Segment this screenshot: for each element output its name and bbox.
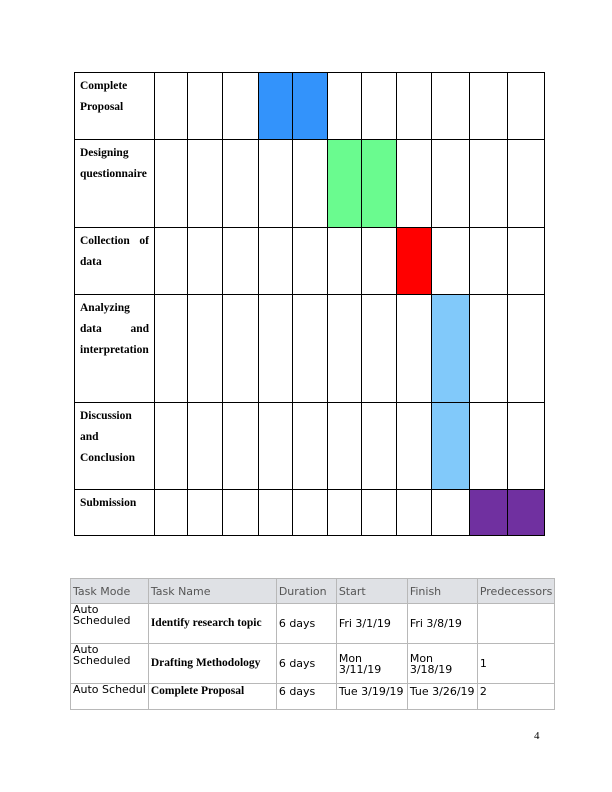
gantt-empty-cell <box>223 403 259 490</box>
gantt-bar-cell <box>328 140 362 228</box>
gantt-empty-cell <box>293 490 328 536</box>
gantt-row <box>75 140 545 228</box>
gantt-empty-cell <box>508 295 545 403</box>
gantt-empty-cell <box>508 403 545 490</box>
task-name-cell: Identify research topic <box>148 604 276 644</box>
gantt-empty-cell <box>223 295 259 403</box>
gantt-empty-cell <box>328 403 362 490</box>
predecessors-cell: 1 <box>477 644 555 684</box>
header-start: Start <box>336 579 407 604</box>
gantt-task-label: Collection of data <box>75 228 155 295</box>
gantt-empty-cell <box>432 73 470 140</box>
gantt-empty-cell <box>155 295 188 403</box>
schedule-table <box>70 578 555 710</box>
gantt-empty-cell <box>259 228 293 295</box>
header-duration: Duration <box>276 579 336 604</box>
gantt-empty-cell <box>223 140 259 228</box>
gantt-row <box>75 228 545 295</box>
gantt-bar-cell <box>293 73 328 140</box>
predecessors-cell <box>477 604 555 644</box>
table-row <box>71 604 555 644</box>
header-predecessors: Predecessors <box>477 579 555 604</box>
gantt-empty-cell <box>155 490 188 536</box>
gantt-empty-cell <box>470 228 508 295</box>
gantt-empty-cell <box>397 490 432 536</box>
gantt-empty-cell <box>155 73 188 140</box>
gantt-empty-cell <box>155 228 188 295</box>
gantt-empty-cell <box>259 490 293 536</box>
gantt-empty-cell <box>362 403 397 490</box>
finish-cell: Mon 3/18/19 <box>407 644 477 684</box>
gantt-empty-cell <box>470 73 508 140</box>
gantt-bar-cell <box>397 228 432 295</box>
gantt-row <box>75 490 545 536</box>
gantt-bar-cell <box>470 490 508 536</box>
task-mode-cell: Auto Scheduled <box>71 644 149 684</box>
gantt-empty-cell <box>188 73 223 140</box>
gantt-empty-cell <box>397 73 432 140</box>
gantt-bar-cell <box>259 73 293 140</box>
gantt-empty-cell <box>223 73 259 140</box>
gantt-empty-cell <box>259 295 293 403</box>
gantt-empty-cell <box>397 295 432 403</box>
task-mode-cell: Auto Schedul <box>71 684 149 710</box>
gantt-empty-cell <box>328 228 362 295</box>
gantt-empty-cell <box>362 490 397 536</box>
gantt-empty-cell <box>259 140 293 228</box>
duration-cell: 6 days <box>276 604 336 644</box>
gantt-empty-cell <box>470 295 508 403</box>
task-mode-cell: Auto Scheduled <box>71 604 149 644</box>
header-finish: Finish <box>407 579 477 604</box>
gantt-empty-cell <box>397 403 432 490</box>
duration-cell: 6 days <box>276 684 336 710</box>
gantt-bar-cell <box>508 490 545 536</box>
gantt-bar-cell <box>362 140 397 228</box>
gantt-empty-cell <box>293 295 328 403</box>
gantt-empty-cell <box>470 140 508 228</box>
table-row <box>71 644 555 684</box>
schedule-header-row <box>71 579 555 604</box>
page-number: 4 <box>534 730 540 742</box>
gantt-empty-cell <box>259 403 293 490</box>
predecessors-cell: 2 <box>477 684 555 710</box>
gantt-empty-cell <box>328 295 362 403</box>
task-name-cell: Complete Proposal <box>148 684 276 710</box>
gantt-row <box>75 295 545 403</box>
gantt-empty-cell <box>188 228 223 295</box>
table-row <box>71 684 555 710</box>
header-task-name: Task Name <box>148 579 276 604</box>
gantt-empty-cell <box>188 403 223 490</box>
gantt-empty-cell <box>397 140 432 228</box>
gantt-empty-cell <box>432 228 470 295</box>
gantt-bar-cell <box>432 295 470 403</box>
gantt-bar-cell <box>432 403 470 490</box>
gantt-task-label: Discussion and Conclusion <box>75 403 155 490</box>
gantt-empty-cell <box>188 295 223 403</box>
gantt-empty-cell <box>293 140 328 228</box>
gantt-empty-cell <box>223 490 259 536</box>
gantt-empty-cell <box>362 73 397 140</box>
gantt-task-label: Submission <box>75 490 155 536</box>
gantt-task-label: Complete Proposal <box>75 73 155 140</box>
gantt-empty-cell <box>188 490 223 536</box>
gantt-row <box>75 403 545 490</box>
gantt-empty-cell <box>293 403 328 490</box>
gantt-empty-cell <box>293 228 328 295</box>
gantt-empty-cell <box>362 295 397 403</box>
gantt-empty-cell <box>155 140 188 228</box>
gantt-empty-cell <box>508 73 545 140</box>
gantt-chart-table <box>74 72 545 536</box>
gantt-task-label: Designing questionnaire <box>75 140 155 228</box>
gantt-empty-cell <box>508 140 545 228</box>
gantt-empty-cell <box>328 490 362 536</box>
gantt-empty-cell <box>223 228 259 295</box>
gantt-task-label: Analyzing data and interpretation <box>75 295 155 403</box>
finish-cell: Fri 3/8/19 <box>407 604 477 644</box>
task-name-cell: Drafting Methodology <box>148 644 276 684</box>
start-cell: Fri 3/1/19 <box>336 604 407 644</box>
gantt-empty-cell <box>508 228 545 295</box>
start-cell: Mon 3/11/19 <box>336 644 407 684</box>
gantt-row <box>75 73 545 140</box>
start-cell: Tue 3/19/19 <box>336 684 407 710</box>
gantt-empty-cell <box>155 403 188 490</box>
gantt-empty-cell <box>362 228 397 295</box>
finish-cell: Tue 3/26/19 <box>407 684 477 710</box>
gantt-empty-cell <box>432 490 470 536</box>
gantt-empty-cell <box>470 403 508 490</box>
header-task-mode: Task Mode <box>71 579 149 604</box>
gantt-empty-cell <box>188 140 223 228</box>
gantt-empty-cell <box>328 73 362 140</box>
gantt-empty-cell <box>432 140 470 228</box>
duration-cell: 6 days <box>276 644 336 684</box>
